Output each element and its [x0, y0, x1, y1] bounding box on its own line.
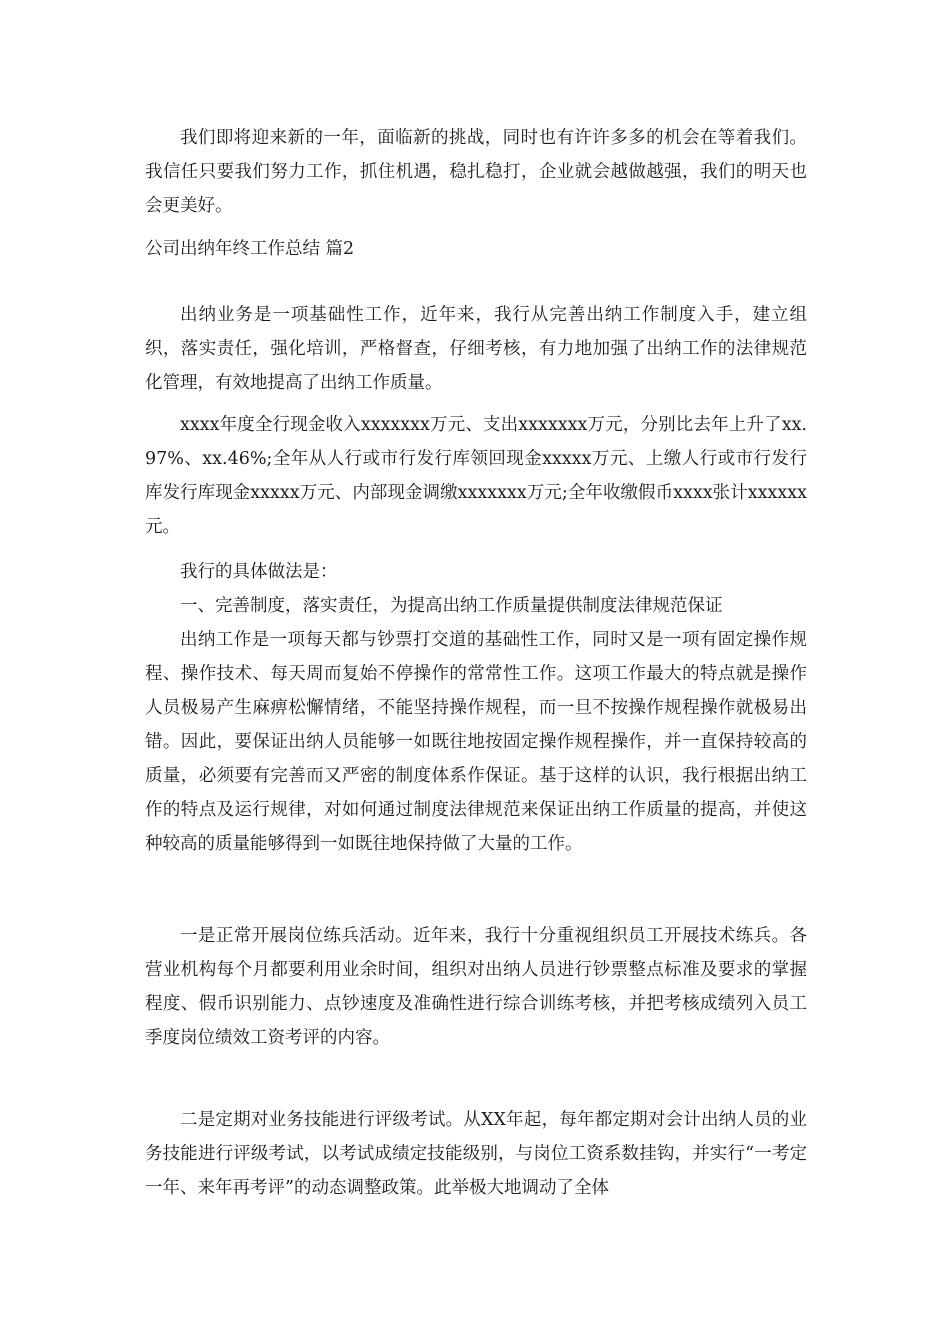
paragraph-section-one-body: 出纳工作是一项每天都与钞票打交道的基础性工作，同时又是一项有固定操作规程、操作技术、每天周而复始不停操作的常常性工作。这项工作最大的特点就是操作人员极易产生麻痹松懈情绪，不能坚持操作规程，而一旦不按操作规程操作就极易出错。因此，要保证出纳人员能够一如既往地按固定操作规程操作，并一直保持较高的质量，必须要有完善而又严密的制度体系作保证。基于这样的认识，我行根据出纳工作的特点及运行规律，对如何通过制度法律规范来保证出纳工作质量的提高，并使这种较高的质量能够得到一如既往地保持做了大量的工作。 [145, 630, 807, 854]
paragraph-point-one: 一是正常开展岗位练兵活动。近年来，我行十分重视组织员工开展技术练兵。各营业机构每个月都要利用业余时间，组织对出纳人员进行钞票整点标准及要求的掌握程度、假币识别能力、点钞速度及准确性进行综合训练考核，并把考核成绩列入员工季度岗位绩效工资考评的内容。 [145, 926, 807, 1048]
paragraph-section-one-title: 一、完善制度，落实责任，为提高出纳工作质量提供制度法律规范保证 [180, 596, 723, 616]
paragraph-statistics: xxxx年度全行现金收入xxxxxxx万元、支出xxxxxxx万元，分别比去年上升了xx.97%、xx.46%;全年从人行或市行发行库领回现金xxxxx万元、上缴人行或市行发行库发行库现金xxxxx万元、内部现金调缴xxxxxxx万元;全年收缴假币xxxx张计xxxxxx元。 [145, 415, 807, 537]
paragraph-methods-lead: 我行的具体做法是： [180, 562, 338, 582]
paragraph-point-two: 二是定期对业务技能进行评级考试。从XX年起，每年都定期对会计出纳人员的业务技能进行评级考试，以考试成绩定技能级别，与岗位工资系数挂钩，并实行“一考定一年、来年再考评”的动态调整政策。此举极大地调动了全体 [145, 1110, 807, 1198]
paragraph-closing-remarks: 我们即将迎来新的一年，面临新的挑战，同时也有许许多多的机会在等着我们。我信任只要我们努力工作，抓住机遇，稳扎稳打，企业就会越做越强，我们的明天也会更美好。 [145, 128, 807, 216]
section-heading: 公司出纳年终工作总结 篇2 [145, 239, 355, 259]
paragraph-intro: 出纳业务是一项基础性工作，近年来，我行从完善出纳工作制度入手，建立组织，落实责任，强化培训，严格督查，仔细考核，有力地加强了出纳工作的法律规范化管理，有效地提高了出纳工作质量。 [145, 305, 807, 393]
